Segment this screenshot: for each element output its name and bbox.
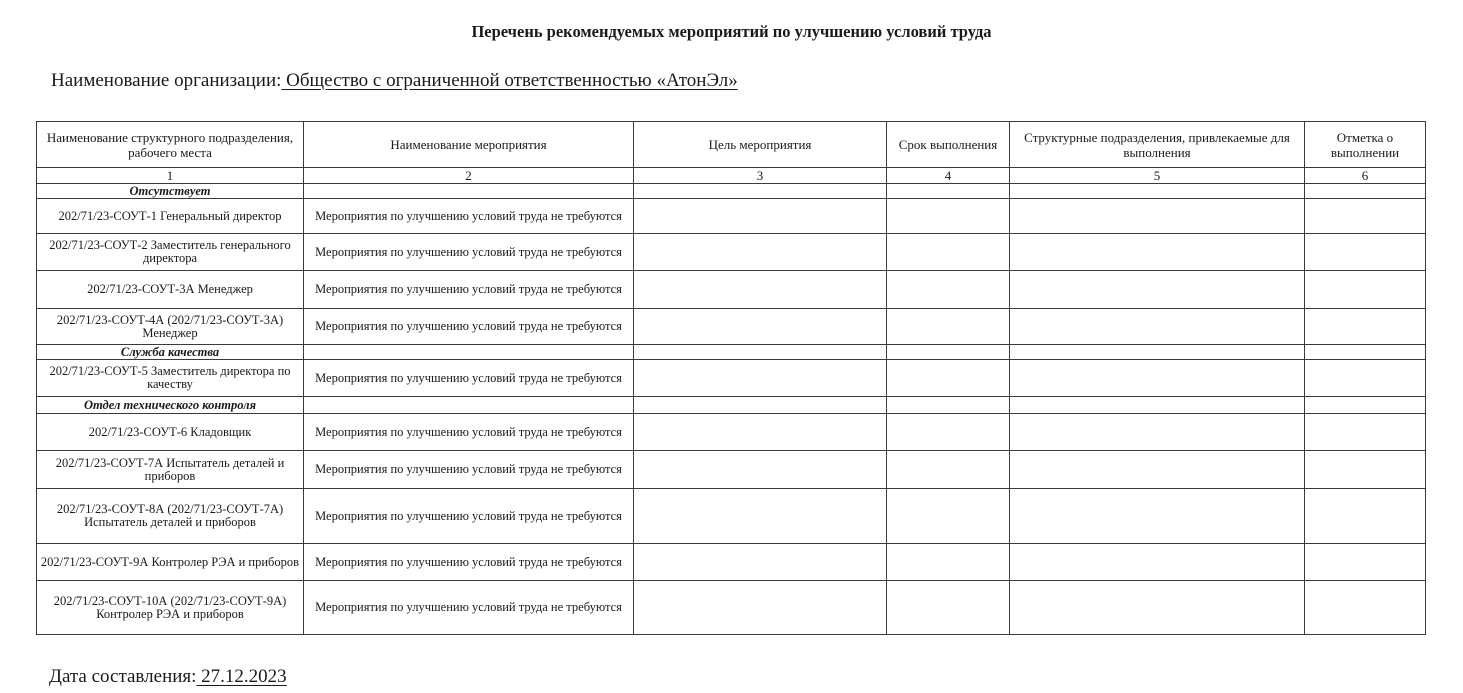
header-cell: Срок выполнения (887, 122, 1010, 168)
workplace-cell: 202/71/23-СОУТ-2 Заместитель генерального директора (37, 234, 304, 271)
column-number: 5 (1010, 168, 1305, 184)
column-number: 3 (634, 168, 887, 184)
workplace-cell: 202/71/23-СОУТ-4А (202/71/23-СОУТ-3А) Менеджер (37, 309, 304, 345)
measure-cell: Мероприятия по улучшению условий труда не требуются (304, 234, 634, 271)
date-label: Дата составления: (49, 666, 197, 687)
group-name: Отсутствует (37, 184, 304, 199)
group-row (37, 397, 1426, 414)
organization-label: Наименование организации: (51, 70, 282, 91)
column-number: 6 (1305, 168, 1426, 184)
header-cell: Цель мероприятия (634, 122, 887, 168)
header-row (37, 122, 1426, 168)
column-number: 1 (37, 168, 304, 184)
measure-cell: Мероприятия по улучшению условий труда не требуются (304, 451, 634, 489)
group-row (37, 345, 1426, 360)
column-number: 2 (304, 168, 634, 184)
header-cell: Наименование мероприятия (304, 122, 634, 168)
group-name: Служба качества (37, 345, 304, 360)
organization-value: Общество с ограниченной ответственностью «АтонЭл» (281, 70, 738, 91)
measure-cell: Мероприятия по улучшению условий труда не требуются (304, 271, 634, 309)
table-row (37, 309, 1426, 345)
table-row (37, 414, 1426, 451)
workplace-cell: 202/71/23-СОУТ-7А Испытатель деталей и приборов (37, 451, 304, 489)
group-name: Отдел технического контроля (37, 397, 304, 414)
measure-cell: Мероприятия по улучшению условий труда не требуются (304, 309, 634, 345)
date-value: 27.12.2023 (196, 666, 287, 687)
header-cell: Отметка о выполнении (1305, 122, 1426, 168)
workplace-cell: 202/71/23-СОУТ-5 Заместитель директора по качеству (37, 360, 304, 397)
table-row (37, 271, 1426, 309)
measure-cell: Мероприятия по улучшению условий труда не требуются (304, 199, 634, 234)
workplace-cell: 202/71/23-СОУТ-10А (202/71/23-СОУТ-9А) Контролер РЭА и приборов (37, 581, 304, 635)
measure-cell: Мероприятия по улучшению условий труда не требуются (304, 581, 634, 635)
organization-line (51, 70, 738, 92)
column-number-row (37, 168, 1426, 184)
document-title: Перечень рекомендуемых мероприятий по улучшению условий труда (471, 22, 992, 41)
column-number: 4 (887, 168, 1010, 184)
measure-cell: Мероприятия по улучшению условий труда не требуются (304, 414, 634, 451)
table-row (37, 199, 1426, 234)
table-row (37, 234, 1426, 271)
header-cell: Наименование структурного подразделения, рабочего места (37, 122, 304, 168)
table-row (37, 360, 1426, 397)
group-row (37, 184, 1426, 199)
workplace-cell: 202/71/23-СОУТ-3А Менеджер (37, 271, 304, 309)
header-cell: Структурные подразделения, привлекаемые для выполнения (1010, 122, 1305, 168)
measure-cell: Мероприятия по улучшению условий труда не требуются (304, 360, 634, 397)
table-row (37, 451, 1426, 489)
workplace-cell: 202/71/23-СОУТ-8А (202/71/23-СОУТ-7А) Испытатель деталей и приборов (37, 489, 304, 544)
table-row (37, 581, 1426, 635)
measure-cell: Мероприятия по улучшению условий труда не требуются (304, 489, 634, 544)
table-row (37, 489, 1426, 544)
workplace-cell: 202/71/23-СОУТ-1 Генеральный директор (37, 199, 304, 234)
workplace-cell: 202/71/23-СОУТ-6 Кладовщик (37, 414, 304, 451)
date-line (49, 666, 287, 688)
workplace-cell: 202/71/23-СОУТ-9А Контролер РЭА и приборов (37, 544, 304, 581)
measure-cell: Мероприятия по улучшению условий труда не требуются (304, 544, 634, 581)
measures-table (36, 121, 1426, 635)
table-row (37, 544, 1426, 581)
